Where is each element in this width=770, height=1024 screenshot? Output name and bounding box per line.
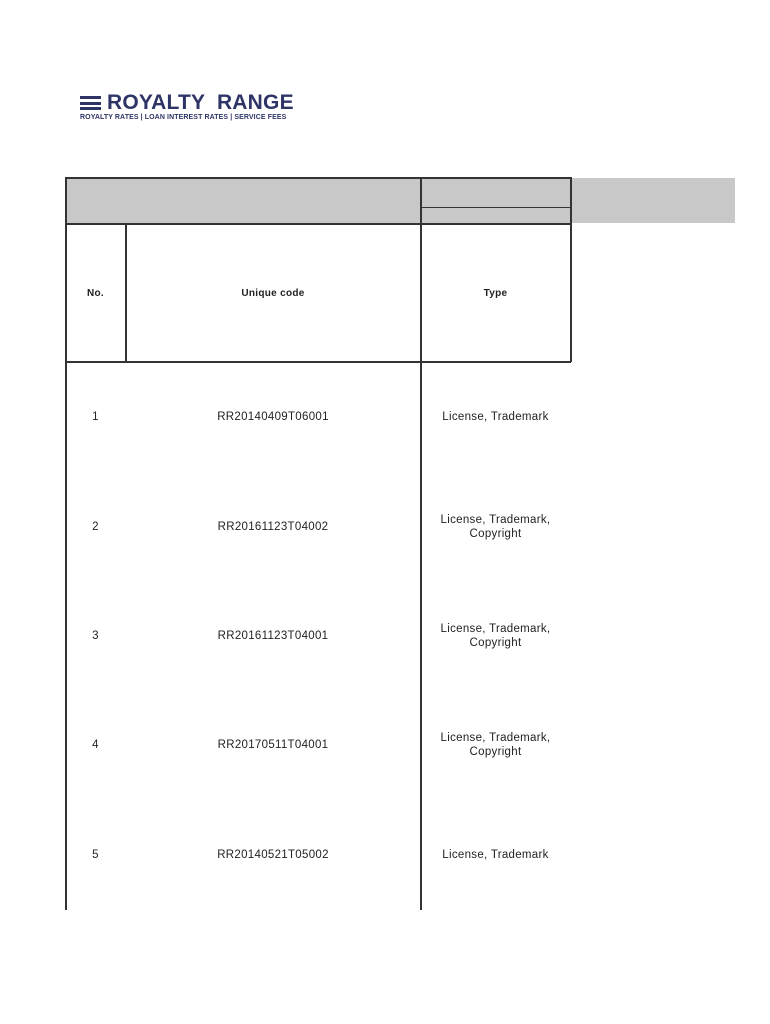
row-4-code: RR20170511T04001 [217, 739, 329, 751]
column-divider-code [420, 177, 422, 910]
table-header-subband [420, 208, 570, 223]
header-row-bottom [65, 361, 571, 363]
row-3-code: RR20161123T04001 [217, 630, 329, 642]
header-unique-code: Unique code [241, 288, 305, 299]
row-5-no: 5 [92, 849, 99, 861]
row-1-type: License, Trademark [442, 411, 549, 423]
header-no: No. [86, 288, 104, 299]
logo-name: ROYALTY RANGE [107, 91, 294, 114]
row-5-type: License, Trademark [442, 849, 549, 861]
row-2-code: RR20161123T04002 [217, 521, 329, 533]
royalty-range-logo [80, 93, 330, 127]
menu-lines-icon [80, 96, 101, 110]
column-divider-type [570, 177, 572, 362]
table-left-border [65, 177, 67, 910]
header-type: Type [483, 288, 508, 299]
row-3-type: License, Trademark, Copyright [440, 623, 551, 649]
table-top-border [65, 177, 571, 179]
row-1-code: RR20140409T06001 [217, 411, 329, 423]
logo-tagline: ROYALTY RATES | LOAN INTEREST RATES | SERVICE FEES [80, 114, 287, 121]
row-2-no: 2 [92, 521, 99, 533]
row-3-no: 3 [92, 630, 99, 642]
header-subdivider [420, 207, 571, 208]
header-band-bottom [65, 223, 571, 225]
row-1-no: 1 [92, 411, 99, 423]
row-4-no: 4 [92, 739, 99, 751]
row-4-type: License, Trademark, Copyright [440, 732, 551, 758]
row-2-type: License, Trademark, Copyright [440, 514, 551, 540]
table-header-band [66, 178, 735, 223]
row-5-code: RR20140521T05002 [217, 849, 329, 861]
